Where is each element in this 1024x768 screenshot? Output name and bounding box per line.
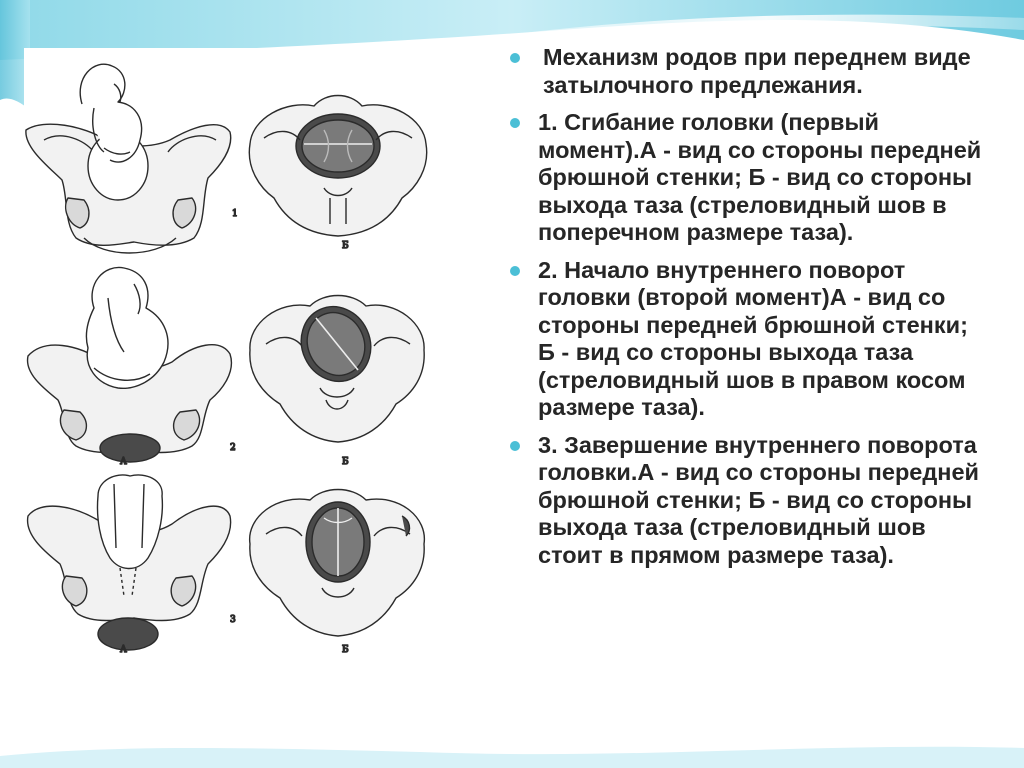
bullet-dot-icon [510, 53, 520, 63]
row2-number: 2 [230, 443, 236, 453]
content-text [508, 44, 986, 579]
bullet-dot-icon [510, 266, 520, 276]
row1-label-b: Б [342, 241, 349, 251]
row3-label-a: А [120, 645, 127, 655]
bullet-title [508, 44, 986, 99]
row3-view-a [28, 475, 231, 655]
bullet-dot-icon [510, 118, 520, 128]
row3-view-b [230, 490, 424, 656]
pelvis-fetus-illustration-icon [24, 48, 448, 688]
bullet-text: 2. Начало внутреннего поворот головки (второй момент)А - вид со стороны передней брюшной стенки; Б - вид со стороны выхода таза (стреловидный шов в правом косом размере таза). [538, 256, 968, 420]
bullet-moment-3 [508, 432, 986, 570]
row3-label-b: Б [342, 645, 349, 655]
bullet-moment-1 [508, 109, 986, 247]
bullet-text: Механизм родов при переднем виде затылочного предлежания. [543, 44, 971, 98]
bullet-text: 3. Завершение внутреннего поворота головки.А - вид со стороны передней брюшной стенки; Б - вид со стороны выхода таза (стреловидный шов стоит в прямом размере таза). [538, 431, 979, 568]
row2-view-b [230, 295, 424, 467]
bottom-wave [0, 747, 1024, 768]
row2-view-a [28, 267, 232, 467]
illustration-panel [24, 48, 448, 688]
row3-number: 3 [230, 615, 236, 625]
row2-label-b: Б [342, 457, 349, 467]
bullet-dot-icon [510, 441, 520, 451]
row1-view-b [232, 96, 427, 252]
bullet-moment-2 [508, 257, 986, 422]
row1-view-a [26, 64, 231, 281]
row1-number: 1 [232, 209, 238, 219]
row2-label-a: А [120, 457, 127, 467]
bullet-text: 1. Сгибание головки (первый момент).А - вид со стороны передней брюшной стенки; Б - вид со стороны выхода таза (стреловидный шов в поперечном размере таза). [538, 109, 982, 245]
